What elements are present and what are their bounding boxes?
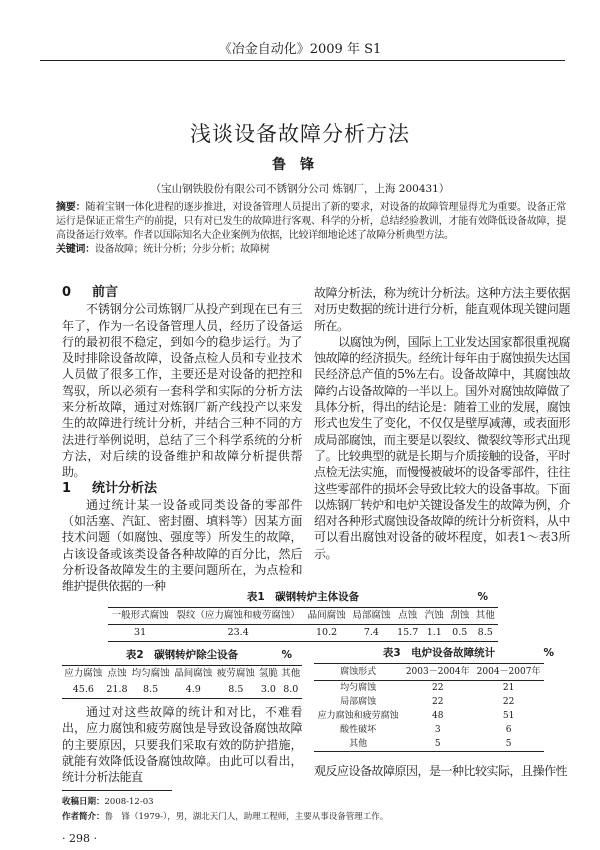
caption-text: 表3 电炉设备故障统计 <box>382 647 496 659</box>
table-caption <box>62 648 302 662</box>
table-header-cell: 2003－2004年 <box>405 667 470 677</box>
section-heading-1 <box>62 481 302 497</box>
table-cell: 0.5 <box>452 627 468 638</box>
table-caption <box>108 590 498 604</box>
table-header-cell: 其他 <box>281 668 301 679</box>
table-row <box>314 737 544 752</box>
table-cell: 8.5 <box>477 627 493 638</box>
table-header-cell: 晶间腐蚀 <box>174 668 213 679</box>
table-cell: 23.4 <box>227 627 249 638</box>
affiliation: （宝山钢铁股份有限公司不锈钢分公司 炼钢厂，上海 200431） <box>150 183 450 195</box>
table-unit: % <box>281 649 292 661</box>
section-title: 统计分析法 <box>92 480 158 496</box>
section-title: 前言 <box>92 285 119 300</box>
author: 鲁锋 <box>272 157 328 173</box>
table-cell: 48 <box>431 711 444 721</box>
table-header-cell: 2004－2007年 <box>476 667 541 677</box>
table-cell: 22 <box>502 697 515 707</box>
header-rule <box>40 60 565 61</box>
table-header-cell: 均匀腐蚀 <box>131 668 170 679</box>
table-3-grid <box>314 663 544 752</box>
table-cell: 8.0 <box>283 684 299 695</box>
table-cell: 22 <box>431 697 444 707</box>
paragraph: 以腐蚀为例，国际上工业发达国家都很重视腐蚀故障的经济损失。经统计每年由于腐蚀损失达国民经济总产值的5%左右。设备故障中，其腐蚀故障约占设备故障的一半以上。国外对腐蚀故障做了具体分析，得出的结论是：随着工业的发展，腐蚀形式也发生了变化，不仅仅是壁厚减薄，或表面形成局部腐蚀，而主要是以裂纹、微裂纹等形式出现了。比较典型的就是长期与介质接触的设备，平时点检无法实施，而慢慢被破坏的设备零部件，往往这些零部件的损坏会导致比较大的设备事故。下面以炼钢厂转炉和电炉关键设备发生的故障为例，介绍对各种形式腐蚀设备故障的统计分析资料，从中可以看出腐蚀对设备的破坏程度，如表1～表3所示。 <box>314 334 570 561</box>
table-cell: 21 <box>502 683 515 693</box>
paragraph: 通过对这些故障的统计和对比，不难看出，应力腐蚀和疲劳腐蚀是导致设备腐蚀故障的主要原因，只要我们采取有效的防护措施，就能有效降低设备腐蚀故障。由此可以看出，统计分析法能直 <box>62 705 302 785</box>
paper-title: 浅谈设备故障分析方法 <box>190 122 410 146</box>
table-cell: 3 <box>434 725 441 735</box>
table-cell: 10.2 <box>316 627 338 638</box>
table-header-cell: 刮蚀 <box>450 610 470 621</box>
received-label: 收稿日期： <box>62 797 105 807</box>
table-header-cell: 局部腐蚀 <box>352 610 391 621</box>
table-cell: 3.0 <box>260 684 276 695</box>
table-header-cell: 疲劳腐蚀 <box>216 668 255 679</box>
table-cell: 1.1 <box>426 627 442 638</box>
table-cell: 21.8 <box>106 684 128 695</box>
table-header-cell: 裂纹（应力腐蚀和疲劳腐蚀） <box>176 610 300 621</box>
table-3 <box>314 646 564 752</box>
table-row <box>314 681 544 696</box>
table-cell: 22 <box>431 683 444 693</box>
table-cell: 酸性破坏 <box>340 725 377 735</box>
table-cell: 15.7 <box>397 627 419 638</box>
keywords: 设备故障；统计分析；分步分析；故障树 <box>94 244 270 255</box>
table-cell: 51 <box>502 711 515 721</box>
table-header-cell: 一般形式腐蚀 <box>111 610 169 621</box>
table-cell: 8.5 <box>143 684 159 695</box>
right-column-bottom <box>314 763 576 779</box>
running-head: 《冶金自动化》2009 年 S1 <box>218 42 382 57</box>
paragraph: 不锈钢分公司炼钢厂从投产到现在已有三年了，作为一名设备管理人员，经历了设备运行的最初很不稳定，到如今的稳步运行。为了及时排除设备故障，设备点检人员和专业技术人员做了很多工作，主要还是对设备的把控和驾驭，所以必须有一套科学和实际的分析方法来分析故障，通过对炼钢厂新产线投产以来发生的故障进行统计分析，并结合三种不同的方法进行举例说明，总结了三个科学系统的分析方法，对后续的设备维护和故障分析提供帮助。 <box>62 302 302 480</box>
table-header-cell: 腐蚀形式 <box>340 667 377 677</box>
abstract <box>56 201 566 257</box>
page-number: · 298 · <box>62 832 97 845</box>
received-date: 2008-12-03 <box>104 797 154 807</box>
table-unit: % <box>477 591 488 603</box>
table-cell: 8.5 <box>228 684 244 695</box>
table-header-cell: 晶间腐蚀 <box>307 610 346 621</box>
table-header-cell: 点蚀 <box>398 610 418 621</box>
table-2 <box>62 648 302 699</box>
table-cell: 45.6 <box>72 684 94 695</box>
author-bio: 鲁 锋（1979-），男，湖北天门人，助理工程师，主要从事设备管理工作。 <box>104 812 389 822</box>
table-cell: 均匀腐蚀 <box>340 683 377 693</box>
table-1-grid <box>108 607 498 642</box>
bio-label: 作者简介： <box>62 812 105 822</box>
table-cell: 7.4 <box>363 627 379 638</box>
caption-text: 表1 碳钢转炉主体设备 <box>246 591 360 603</box>
table-1 <box>108 590 498 642</box>
paragraph: 通过统计某一设备或同类设备的零部件（如活塞、汽缸、密封圈、填料等）因某方面技术问题（如腐蚀、强度等）所发生的故障，占该设备或该类设备各种故障的百分比，然后分析设备故障发生的主要问题所在，为点检和维护提供依据的一种 <box>62 497 302 594</box>
caption-text: 表2 碳钢转炉除尘设备 <box>125 649 239 661</box>
table-cell: 4.9 <box>185 684 201 695</box>
table-row <box>314 709 544 723</box>
table-caption <box>314 646 564 660</box>
table-header-row <box>314 664 544 681</box>
left-column-top <box>62 285 302 595</box>
table-header-cell: 氢脆 <box>258 668 278 679</box>
paragraph: 故障分析法，称为统计分析法。这种方法主要依据对历史数据的统计进行分析，能直观体现关键问题所在。 <box>314 286 570 333</box>
right-column-top <box>314 285 570 562</box>
table-cell: 局部腐蚀 <box>340 697 377 707</box>
footnote <box>62 795 562 825</box>
table-unit: % <box>543 647 554 659</box>
section-number: 0 <box>62 285 72 300</box>
abstract-label: 摘要： <box>56 202 86 213</box>
section-heading-0 <box>62 285 302 301</box>
table-header-cell: 应力腐蚀 <box>64 668 103 679</box>
table-cell: 5 <box>434 739 441 749</box>
table-cell: 5 <box>505 739 512 749</box>
table-2-grid <box>62 665 302 699</box>
table-cell: 6 <box>505 725 512 735</box>
table-cell: 其他 <box>349 739 368 749</box>
left-column-bottom <box>62 704 302 785</box>
table-row <box>314 723 544 737</box>
table-header-cell: 汽蚀 <box>424 610 444 621</box>
table-header-cell: 点蚀 <box>107 668 127 679</box>
keywords-label: 关键词： <box>56 244 95 255</box>
table-row <box>314 695 544 709</box>
section-number: 1 <box>62 480 72 496</box>
footnote-rule <box>62 790 172 791</box>
table-header-cell: 其他 <box>475 610 495 621</box>
abstract-text: 随着宝钢一体化进程的逐步推进，对设备管理人员提出了新的要求，对设备的故障管理显得尤为重要。设备正常运行是保证正常生产的前提，只有对已发生的故障进行客观、科学的分析，总结经验教训，才能有效降低设备故障，提高设备运行效率。作者以国际知名大企业案例为依据，比较详细地论述了故障分析典型方法。 <box>56 202 566 241</box>
table-cell: 31 <box>134 627 147 638</box>
paragraph: 观反应设备故障原因，是一种比较实际，且操作性 <box>314 764 568 778</box>
table-cell: 应力腐蚀和疲劳腐蚀 <box>317 711 399 721</box>
